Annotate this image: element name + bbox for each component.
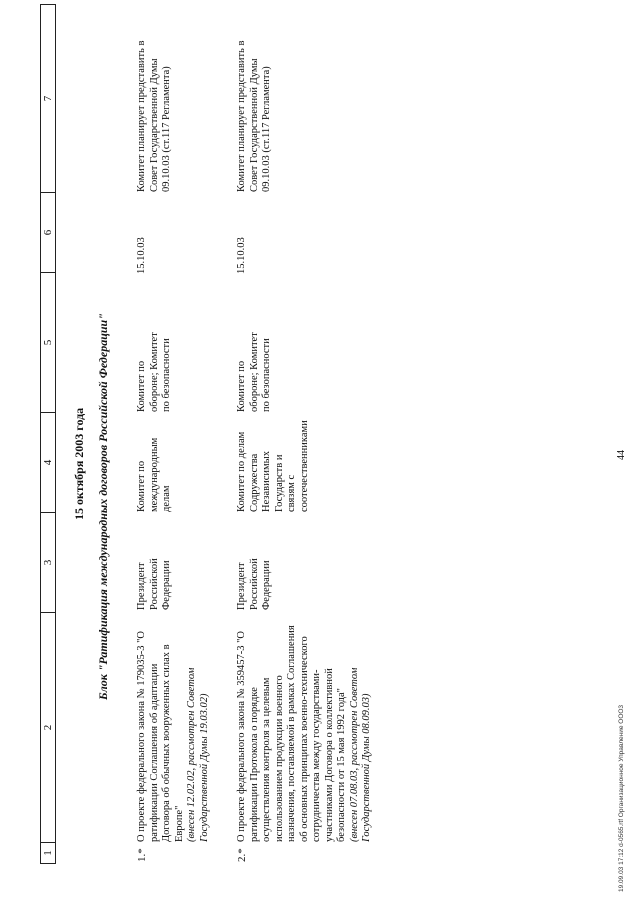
row-2-date: 15.10.03 — [236, 237, 247, 274]
row-2-desc-main: О проекте федерального закона № 359457-3 "О ратификации Протокола о порядке осуществления контроля за целевым использованием продукции военного назначения, поставляемой в рамках Соглашения об основных принципах военно-технического сотрудничества между государствами-участниками Договора о коллективной безопасности от 15 мая 1992 года" — [236, 625, 347, 842]
row-1-co-committees: Комитет по обороне; Комитет по безопасности — [136, 332, 172, 412]
header-col-7: 7 — [41, 5, 55, 193]
row-2-co-committees: Комитет по обороне; Комитет по безопасности — [236, 332, 272, 412]
header-col-1: 1 — [42, 850, 54, 856]
header-col-3: 3 — [41, 513, 55, 613]
row-1-initiator: Президент Российской Федерации — [136, 558, 172, 610]
row-2-initiator: Президент Российской Федерации — [236, 558, 272, 610]
block-title: Блок "Ратификация международных договоров Российской Федерации" — [96, 313, 110, 700]
header-col-5: 5 — [41, 273, 55, 413]
header-col-4: 4 — [41, 413, 55, 513]
row-2-committee: Комитет по делам Содружества Независимых Государств и связям с соотечественниками — [236, 420, 310, 512]
row-2-description — [236, 620, 374, 842]
row-1-desc-main: О проекте федерального закона № 179035-3 "О ратификации Соглашения об адаптации Договора об обычных вооруженных силах в Европе" — [136, 630, 185, 842]
row-2-desc-note: (внесен 07.08.03, рассмотрен Советом Государственной Думы 08.09.03) — [348, 667, 372, 842]
row-1-description — [136, 620, 211, 842]
row-2-number: 2.* — [236, 848, 248, 862]
row-1-desc-note: (внесен 12.02.02, рассмотрен Советом Государственной Думы 19.03.02) — [186, 667, 210, 842]
row-1-number: 1.* — [136, 848, 148, 862]
document-footer: 19.09.03 17:12 d-0565.rtf Организационное Управление ООО3 — [618, 704, 625, 892]
page-number: 44 — [616, 450, 627, 460]
column-header-row — [40, 4, 56, 864]
row-1-date: 15.10.03 — [136, 237, 147, 274]
header-col-2: 2 — [41, 613, 55, 843]
date-heading: 15 октября 2003 года — [72, 407, 86, 520]
row-1-committee: Комитет по международным делам — [136, 437, 172, 512]
row-2-notes: Комитет планирует представить в Совет Государственной Думы 09.10.03 (ст.117 Регламента) — [236, 40, 272, 192]
header-col-6: 6 — [41, 193, 55, 273]
row-1-notes: Комитет планирует представить в Совет Государственной Думы 09.10.03 (ст.117 Регламента) — [136, 40, 172, 192]
